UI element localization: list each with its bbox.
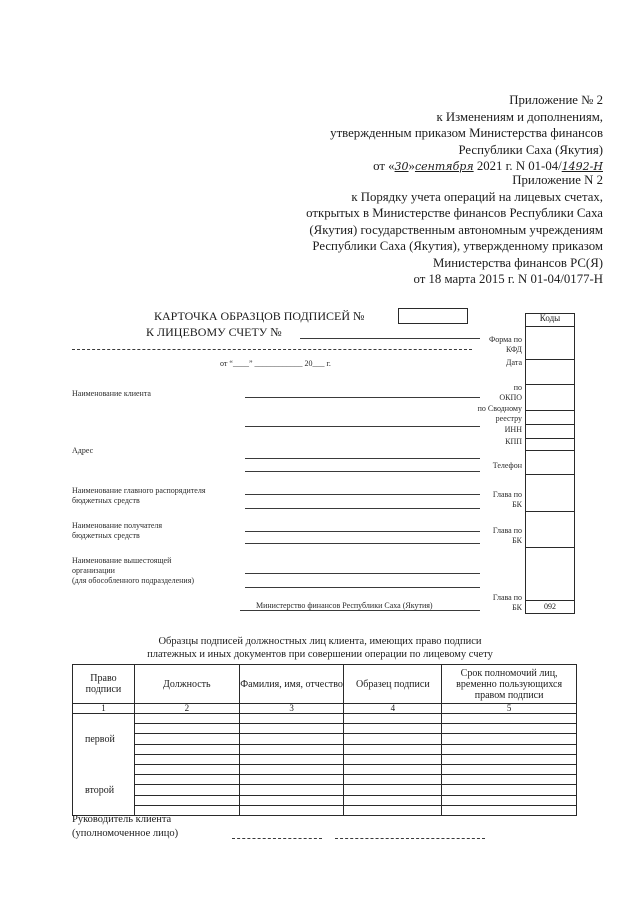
ministry-name: Министерство финансов Республики Саха (Якутия) [256,601,433,610]
top-separator-line [72,349,472,350]
card-title: КАРТОЧКА ОБРАЗЦОВ ПОДПИСЕЙ № [154,309,365,323]
appendix2-line2: к Порядку учета операций на лицевых счетах, [351,189,603,204]
table-row-first [73,734,577,745]
table-row [73,755,577,765]
handwritten-day: 30 [394,160,409,173]
samples-title: Образцы подписей должностных лиц клиента, имеющих право подписи платежных и иных документов при совершении операции по лицевому счету [147,636,493,660]
codes-header: Коды [539,313,561,323]
codes-column [525,313,575,614]
label-superior-org: Наименование вышестоящей организации (для обособленного подразделения) [72,556,195,585]
card-date-line: от “____” ____________ 20___ г. [220,359,331,368]
handwritten-order-number: 1492-Н [561,160,603,173]
table-row [73,745,577,755]
card-number-box [398,308,468,324]
col-authority-term: Срок полномочий лиц, временно пользующихся правом подписи [442,665,577,704]
label-address: Адрес [72,446,94,455]
label-phone: Телефон [492,461,522,470]
appendix2-line5: Республики Саха (Якутия), утвержденному приказом [312,239,603,253]
footer-name-line [335,838,485,839]
table-row [73,724,577,734]
col-signature-right: Право подписи [73,665,135,704]
label-chapter-bk-2: Глава по БК [492,526,522,545]
account-title: К ЛИЦЕВОМУ СЧЕТУ № [146,325,282,339]
appendix-approved-by: утвержденным приказом Министерства финансов [330,126,603,140]
table-row [73,775,577,785]
appendix-number: Приложение № 2 [509,93,603,107]
appendix2-number: Приложение N 2 [512,173,603,187]
client-head-signature: Руководитель клиента (уполномоченное лицо) [72,814,179,839]
row-label-first: первой [73,734,135,745]
table-header-row [73,665,577,704]
table-number-row: 1 2 3 4 5 [73,704,577,714]
row-label-second: второй [73,785,135,796]
appendix-header-procedure [306,172,603,288]
table-row-second [73,785,577,796]
col-full-name: Фамилия, имя, отчество [239,665,344,704]
appendix-header-changes [330,92,603,176]
appendix2-line6: Министерства финансов РС(Я) [432,255,603,270]
table-row [73,796,577,806]
label-date: Дата [506,358,522,367]
label-inn: ИНН [504,425,522,434]
table-row [73,765,577,775]
appendix2-line7: от 18 марта 2015 г. N 01-04/0177-Н [413,272,603,286]
handwritten-month: сентября [414,160,474,173]
appendix-republic: Республики Саха (Якутия) [458,142,603,157]
appendix2-line4: (Якутия) государственным автономным учреждениям [309,222,603,237]
account-number-line [300,338,480,339]
appendix-ref-changes: к Изменениям и дополнениям, [436,109,603,124]
label-okpo: по ОКПО [499,383,522,402]
label-recipient: Наименование получателя бюджетных средств [72,521,163,540]
col-signature-sample: Образец подписи [344,665,442,704]
label-registry: по Сводному реестру [477,404,522,423]
chapter-code-value: 092 [544,602,556,611]
table-row [73,714,577,724]
label-chapter-bk-1: Глава по БК [492,490,522,509]
footer-signature-line [232,838,322,839]
appendix2-line3: открытых в Министерстве финансов Республики Саха [306,206,603,220]
label-chapter-bk-3: Глава по БК [492,593,522,612]
appendix-order-date: от «30»сентября 2021 г. N 01-04/1492-Н [373,159,603,173]
label-main-manager: Наименование главного распорядителя бюджетных средств [72,486,206,505]
label-client-name: Наименование клиента [72,389,151,398]
label-form-kfd: Форма по КФД [488,335,522,354]
col-position: Должность [134,665,239,704]
signature-samples-table [72,664,577,816]
label-kpp: КПП [505,437,522,446]
